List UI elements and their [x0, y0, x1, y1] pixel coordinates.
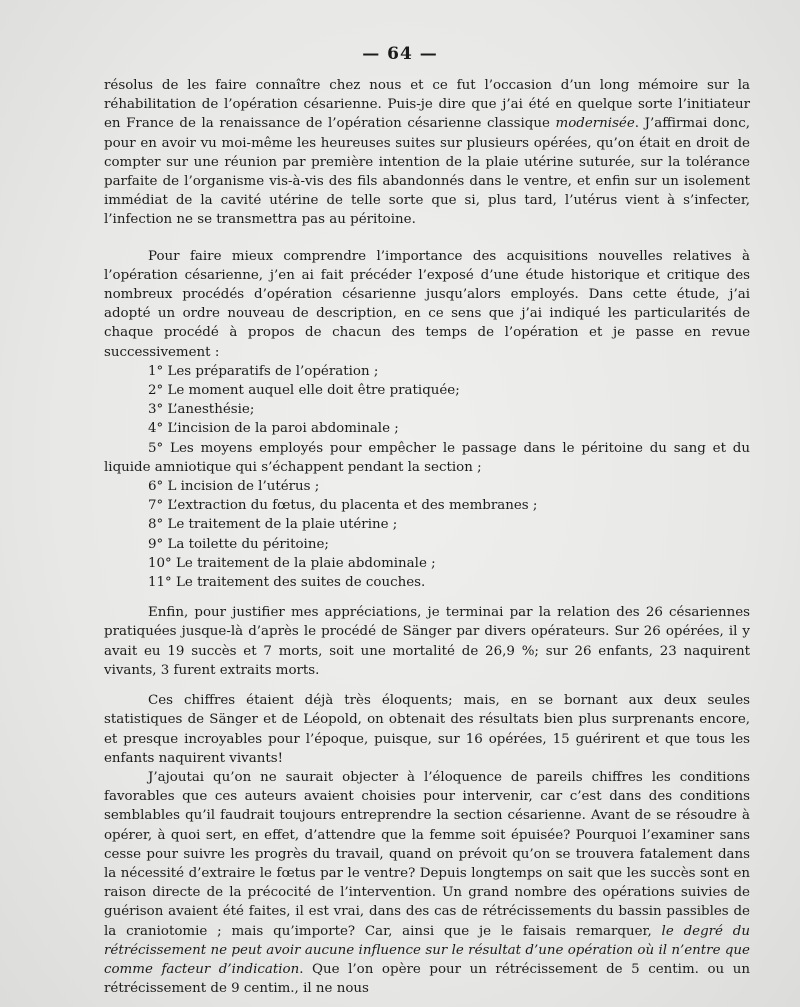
list-item: 4° L’incision de la paroi abdominale ; — [148, 421, 399, 437]
paragraph-5-part-a: J’ajoutai qu’on ne saurait objecter à l’éloquence de pareils chiffres les conditions favorables que ces auteurs avaient choisies pour intervenir, car c’est dans des conditions semblables qu’il faudrait toujours entreprendre la section césarienne. Avant de se résoudre à opérer, à quoi sert, en effet, d’attendre que la femme soit épuisée? Pourquoi l’examiner sans cesse pour suivre les progrès du travail, quand on prévoit qu’on se trouvera fatalement dans la nécessité d’extraire le fœtus par le ventre? Depuis longtemps on sait que les succès sont en raison directe de la précocité de l’intervention. Un grand nombre des opérations suivies de guérison avaient été faites, il est vrai, dans des cas de rétrécissements du bassin passibles de la craniotomie ; mais qu’importe? Car, ainsi que je le faisais remarquer, — [104, 769, 750, 939]
paragraph-1-part-b: . J’affirmai donc, pour en avoir vu moi-même les heureuses suites sur plusieurs opérées, qu’on était en droit de compter sur une réunion par première intention de la plaie utérine suturée, sur la tolérance parfaite de l’organisme vis-à-vis des fils abandonnés dans le ventre, et enfin sur un isolement immédiat de la cavité utérine de telle sorte que si, plus tard, l’utérus vient à s’infecter, l’infection ne se transmettra pas au péritoine. — [104, 116, 750, 228]
list-item: 10° Le traitement de la plaie abdominale ; — [148, 555, 436, 571]
page-number: — 64 — — [362, 44, 438, 64]
paragraph-3: Enfin, pour justifier mes appréciations, je terminai par la relation des 26 césariennes pratiquées jusque-là d’après le procédé de Sänger par divers opérateurs. Sur 26 opérées, il y avait eu 19 succès et 7 morts, soit une mortalité de 26,9 %; sur 26 enfants, 23 naquirent vivants, 3 furent extraits morts. — [104, 605, 750, 678]
body-text — [104, 76, 750, 998]
list-item: 8° Le traitement de la plaie utérine ; — [148, 517, 398, 533]
paragraph-5-part-b: . Que l’on opère pour un rétrécissement de 5 centim. ou un rétrécissement de 9 centim., il ne nous — [104, 961, 750, 997]
list-item: 9° La toilette du péritoine; — [148, 536, 329, 552]
list-item: 2° Le moment auquel elle doit être pratiquée; — [148, 383, 460, 399]
list-item: 3° L’anesthésie; — [148, 402, 255, 418]
paragraph-2: Pour faire mieux comprendre l’importance des acquisitions nouvelles relatives à l’opération césarienne, j’en ai fait précéder l’exposé d’une étude historique et critique des nombreux procédés d’opération césarienne jusqu’alors employés. Dans cette étude, j’ai adopté un ordre nouveau de description, en ce sens que j’ai indiqué les particularités de chaque procédé à propos de chacun des temps de l’opération et je passe en revue successivement : — [104, 248, 750, 360]
paragraph-1 — [104, 76, 750, 230]
list-item: 6° L incision de l’utérus ; — [148, 479, 320, 495]
paragraph-1-part-a: résolus de les faire connaître chez nous et ce fut l’occasion d’un long mémoire sur la réhabilitation de l’opération césarienne. Puis-je dire que j’ai été en quelque sorte l’initiateur en France de la renaissance de l’opération césarienne classique — [104, 78, 750, 132]
list-item: 1° Les préparatifs de l’opération ; — [148, 363, 379, 379]
list-item: 5° Les moyens employés pour empêcher le passage dans le péritoine du sang et du liquide amniotique qui s’échappent pendant la section ; — [104, 440, 750, 475]
paragraph-1-emphasis: modernisée — [555, 116, 635, 132]
list-item: 7° L’extraction du fœtus, du placenta et des membranes ; — [148, 498, 538, 514]
paragraph-5 — [104, 768, 750, 998]
paragraph-4: Ces chiffres étaient déjà très éloquents; mais, en se bornant aux deux seules statistiques de Sänger et de Léopold, on obtenait des résultats bien plus surprenants encore, et presque incroyables pour l’époque, puisque, sur 16 opérées, 15 guérirent et que tous les enfants naquirent vivants! — [104, 693, 750, 766]
list-item: 11° Le traitement des suites de couches. — [148, 575, 426, 591]
paragraph-5-emphasis: le degré du rétrécissement ne peut avoir aucune influence sur le résultat d’une opération où il n’entre que comme facteur d’indication — [104, 923, 751, 977]
operation-steps-list — [104, 362, 750, 592]
